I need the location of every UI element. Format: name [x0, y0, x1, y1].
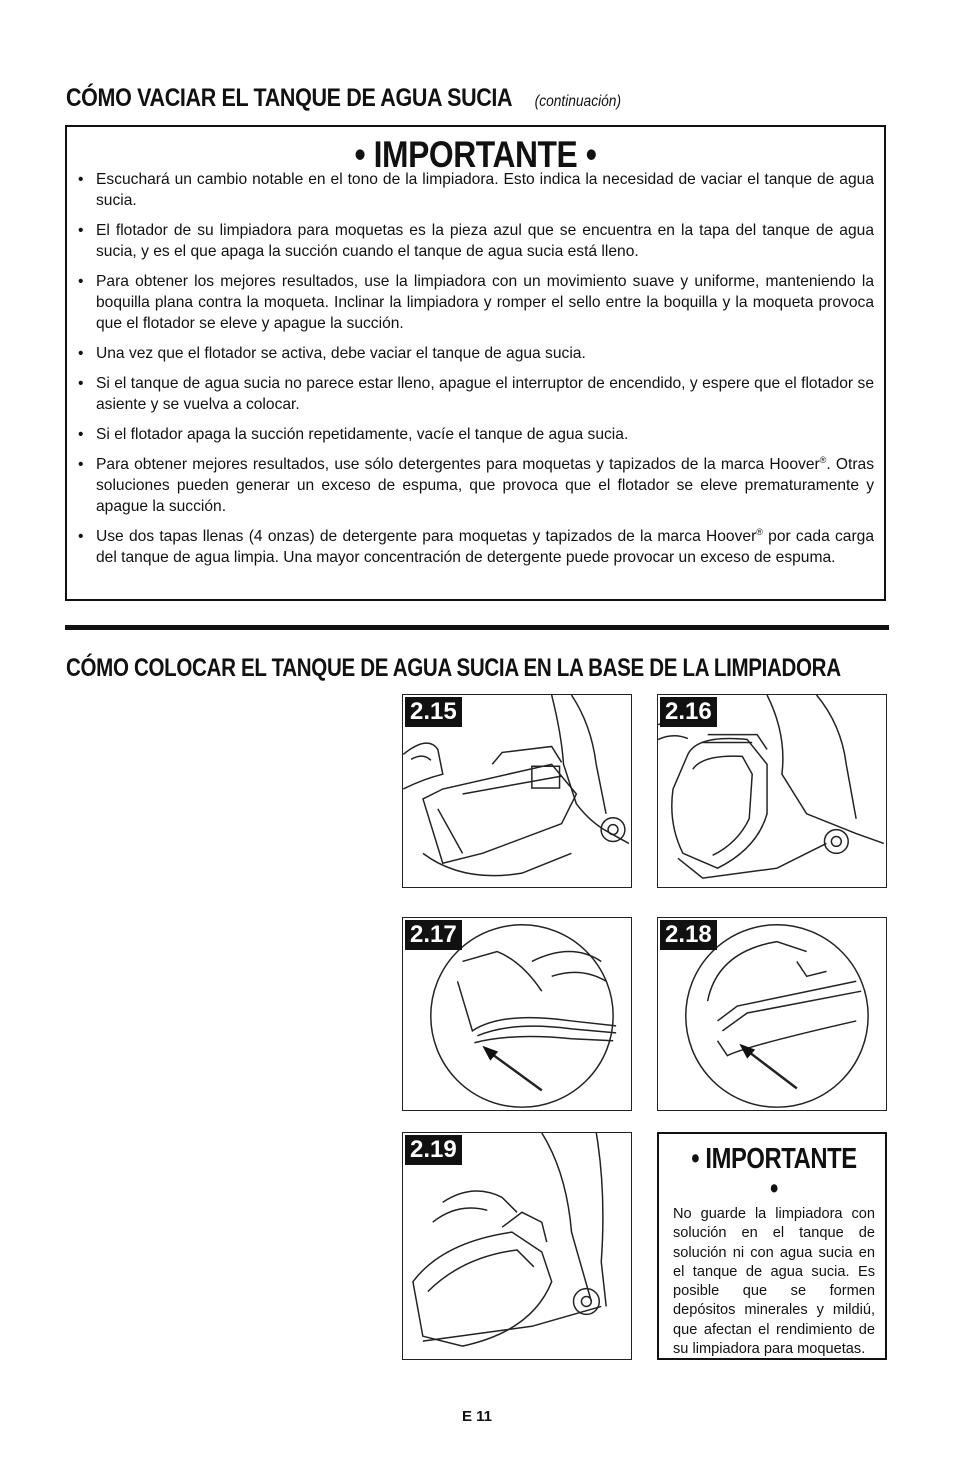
- figure-2-19: [402, 1132, 632, 1360]
- bullet-text: Para obtener mejores resultados, use sólo detergentes para moquetas y tapizados de la marca Hoover: [96, 456, 820, 473]
- bullet-item: • Una vez que el flotador se activa, debe vaciar el tanque de agua sucia.: [96, 343, 874, 364]
- bullet-item: • Si el flotador apaga la succión repetidamente, vacíe el tanque de agua sucia.: [96, 424, 874, 445]
- bullet-item: • Escuchará un cambio notable en el tono de la limpiadora. Esto indica la necesidad de vaciar el tanque de agua sucia.: [96, 169, 874, 211]
- bullet-item: • Para obtener los mejores resultados, use la limpiadora con un movimiento suave y uniforme, manteniendo la boquilla plana contra la moqueta. Inclinar la limpiadora y romper el sello entre la boquilla y la moqueta provoca que el flotador se eleve y apague la succión.: [96, 271, 874, 334]
- figure-label: 2.19: [405, 1135, 462, 1165]
- page-number: E 11: [461, 1408, 493, 1425]
- bullet-item: [96, 454, 874, 517]
- section-title-text: CÓMO VACIAR EL TANQUE DE AGUA SUCIA: [66, 84, 513, 112]
- continuation-label: (continuación): [534, 93, 622, 110]
- figure-2-18: [657, 917, 887, 1111]
- important-heading: • IMPORTANTE •: [691, 1143, 857, 1205]
- bullet-item: • El flotador de su limpiadora para moquetas es la pieza azul que se encuentra en la tapa del tanque de agua sucia, y es el que apaga la succión cuando el tanque de agua sucia está lleno.: [96, 220, 874, 262]
- bullet-item: [96, 526, 874, 568]
- bullet-text: . Otras soluciones pueden generar un exceso de espuma, que provoca que el flotador se eleve prematuramente y apague la succión.: [96, 456, 874, 515]
- section-title-place-tank: CÓMO COLOCAR EL TANQUE DE AGUA SUCIA EN LA BASE DE LA LIMPIADORA: [66, 654, 841, 682]
- figure-label: 2.15: [405, 697, 462, 727]
- bullet-text: Use dos tapas llenas (4 onzas) de detergente para moquetas y tapizados de la marca Hoover: [96, 528, 757, 545]
- important-notice-box: [65, 125, 886, 601]
- figure-label: 2.18: [660, 920, 717, 950]
- important-bullet-list: [67, 169, 884, 577]
- figure-2-15: [402, 694, 632, 888]
- bullet-text: por cada carga del tanque de agua limpia. Una mayor concentración de detergente puede provocar un exceso de espuma.: [96, 528, 874, 566]
- figure-2-16: [657, 694, 887, 888]
- bullet-item: • Si el tanque de agua sucia no parece estar lleno, apague el interruptor de encendido, y espere que el flotador se asiente y se vuelva a colocar.: [96, 373, 874, 415]
- figure-2-17: [402, 917, 632, 1111]
- section-divider: [65, 625, 889, 630]
- important-storage-box: [657, 1132, 887, 1360]
- section-title-empty-tank: [66, 84, 621, 113]
- tank-installed-illustration: [403, 1133, 631, 1359]
- figure-label: 2.16: [660, 697, 717, 727]
- registered-mark: ®: [819, 454, 827, 465]
- important-storage-text: No guarde la limpiadora con solución en el tanque de solución ni con agua sucia en el tanque de agua sucia. Es posible que se formen depósitos minerales y mildiú, que afectan el rendimiento de su limpiadora para moquetas.: [673, 1206, 875, 1358]
- figure-label: 2.17: [405, 920, 462, 950]
- important-heading: • IMPORTANTE •: [354, 134, 597, 175]
- registered-mark: ®: [756, 526, 763, 537]
